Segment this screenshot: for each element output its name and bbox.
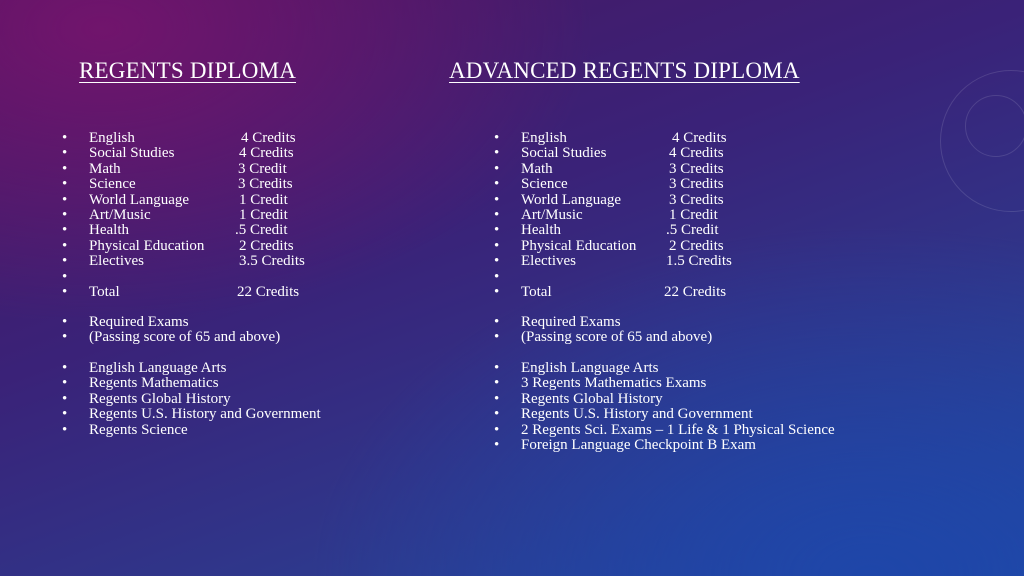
bullet-icon: • — [62, 237, 68, 254]
credits-value: 2 Credits — [239, 237, 294, 254]
bullet-icon: • — [62, 176, 68, 193]
credits-value: 22 Credits — [664, 283, 727, 300]
bullet-icon: • — [62, 375, 68, 392]
subject-label: English — [89, 130, 135, 146]
credits-value: 1 Credit — [669, 206, 718, 223]
regents-credits-list — [62, 131, 362, 300]
bullet-icon: • — [494, 314, 500, 330]
list-item — [494, 361, 894, 376]
bullet-icon: • — [62, 206, 68, 223]
credits-value: 4 Credits — [241, 130, 296, 146]
credit-row — [494, 239, 794, 254]
list-item-label: Required Exams — [521, 314, 621, 330]
bullet-icon: • — [494, 237, 500, 254]
subject-label: Health — [521, 222, 561, 239]
list-item-label: 3 Regents Mathematics Exams — [521, 375, 707, 392]
list-item — [494, 407, 894, 422]
bullet-icon: • — [494, 390, 500, 407]
bullet-icon: • — [494, 329, 500, 346]
list-item — [62, 330, 362, 345]
list-item — [62, 361, 392, 376]
credit-row — [62, 270, 362, 285]
credit-row — [62, 162, 362, 177]
subject-label: Total — [89, 283, 120, 300]
bullet-icon: • — [494, 375, 500, 392]
list-item — [494, 438, 894, 453]
credit-row — [62, 208, 362, 223]
bullet-icon: • — [494, 406, 500, 423]
bullet-icon: • — [494, 222, 500, 239]
credits-value: 3 Credits — [669, 160, 724, 177]
credit-row — [62, 146, 362, 161]
subject-label: Art/Music — [89, 206, 151, 223]
subject-label: Math — [521, 160, 553, 177]
list-item-label: 2 Regents Sci. Exams – 1 Life & 1 Physical Science — [521, 421, 835, 438]
regents-diploma-title: REGENTS DIPLOMA — [79, 58, 297, 83]
credits-value: .5 Credit — [235, 222, 288, 239]
list-item-label: Regents Science — [89, 421, 188, 438]
regents-exams-list — [62, 361, 392, 438]
list-item — [494, 376, 894, 391]
bullet-icon: • — [494, 176, 500, 193]
credits-value: 3 Credits — [669, 191, 724, 208]
decorative-circle-small — [965, 95, 1024, 157]
advanced-exams-list — [494, 361, 894, 453]
list-item — [494, 392, 894, 407]
regents-exams-header-list — [62, 315, 362, 346]
bullet-icon: • — [494, 145, 500, 162]
subject-label: Science — [89, 176, 136, 193]
list-item — [62, 392, 392, 407]
bullet-icon: • — [62, 222, 68, 239]
credit-row — [494, 177, 794, 192]
list-item-label: Required Exams — [89, 314, 189, 330]
credit-row — [62, 193, 362, 208]
bullet-icon: • — [494, 253, 500, 270]
credits-value: .5 Credit — [666, 222, 719, 239]
advanced-credits-list — [494, 131, 794, 300]
list-item — [494, 330, 794, 345]
subject-label: Electives — [89, 253, 144, 270]
subject-label: World Language — [521, 191, 622, 208]
credits-value: 22 Credits — [237, 283, 300, 300]
bullet-icon: • — [494, 206, 500, 223]
subject-label: Art/Music — [521, 206, 583, 223]
credits-value: 4 Credits — [672, 130, 727, 146]
credit-row — [62, 223, 362, 238]
subject-label: Social Studies — [89, 145, 175, 162]
credit-row — [62, 254, 362, 269]
bullet-icon: • — [62, 406, 68, 423]
bullet-icon: • — [494, 268, 500, 285]
list-item — [62, 376, 392, 391]
credit-row — [494, 254, 794, 269]
bullet-icon: • — [62, 268, 68, 285]
bullet-icon: • — [62, 329, 68, 346]
advanced-regents-diploma-title: ADVANCED REGENTS DIPLOMA — [449, 58, 800, 83]
subject-label: Science — [521, 176, 568, 193]
credits-value: 3 Credits — [669, 176, 724, 193]
list-item-label: Foreign Language Checkpoint B Exam — [521, 436, 756, 453]
bullet-icon: • — [62, 390, 68, 407]
subject-label: World Language — [89, 191, 190, 208]
credits-value: 2 Credits — [669, 237, 724, 254]
credits-value: 3 Credit — [238, 160, 287, 177]
credit-row — [494, 285, 794, 300]
credit-row — [494, 131, 794, 146]
advanced-exams-header-list — [494, 315, 794, 346]
credits-value: 4 Credits — [239, 145, 294, 162]
list-item-label: Regents Mathematics — [89, 375, 219, 392]
list-item-label: (Passing score of 65 and above) — [89, 329, 281, 346]
list-item — [62, 315, 362, 330]
credit-row — [494, 270, 794, 285]
credits-value: 1 Credit — [239, 206, 288, 223]
subject-label: Health — [89, 222, 129, 239]
bullet-icon: • — [62, 421, 68, 438]
credits-value: 1 Credit — [239, 191, 288, 208]
bullet-icon: • — [62, 130, 68, 146]
credit-row — [494, 146, 794, 161]
bullet-icon: • — [62, 360, 68, 376]
subject-label: Physical Education — [521, 237, 637, 254]
credit-row — [494, 162, 794, 177]
list-item — [62, 407, 392, 422]
subject-label: Social Studies — [521, 145, 607, 162]
bullet-icon: • — [494, 360, 500, 376]
credits-value: 1.5 Credits — [666, 253, 732, 270]
bullet-icon: • — [62, 314, 68, 330]
credit-row — [494, 223, 794, 238]
list-item — [62, 423, 392, 438]
credits-value: 3.5 Credits — [239, 253, 305, 270]
list-item-label: Regents U.S. History and Government — [521, 406, 753, 423]
list-item-label: Regents U.S. History and Government — [89, 406, 321, 423]
subject-label: Total — [521, 283, 552, 300]
bullet-icon: • — [494, 191, 500, 208]
credits-value: 4 Credits — [669, 145, 724, 162]
bullet-icon: • — [494, 421, 500, 438]
list-item-label: English Language Arts — [89, 360, 227, 376]
bullet-icon: • — [494, 283, 500, 300]
credit-row — [494, 193, 794, 208]
subject-label: English — [521, 130, 567, 146]
credits-value: 3 Credits — [238, 176, 293, 193]
bullet-icon: • — [62, 160, 68, 177]
bullet-icon: • — [62, 283, 68, 300]
list-item-label: Regents Global History — [521, 390, 663, 407]
list-item — [494, 315, 794, 330]
subject-label: Electives — [521, 253, 576, 270]
bullet-icon: • — [62, 145, 68, 162]
bullet-icon: • — [62, 191, 68, 208]
subject-label: Math — [89, 160, 121, 177]
bullet-icon: • — [494, 436, 500, 453]
bullet-icon: • — [494, 160, 500, 177]
list-item — [494, 423, 894, 438]
list-item-label: English Language Arts — [521, 360, 659, 376]
subject-label: Physical Education — [89, 237, 205, 254]
bullet-icon: • — [62, 253, 68, 270]
bullet-icon: • — [494, 130, 500, 146]
list-item-label: (Passing score of 65 and above) — [521, 329, 713, 346]
credit-row — [62, 239, 362, 254]
credit-row — [62, 285, 362, 300]
list-item-label: Regents Global History — [89, 390, 231, 407]
credit-row — [62, 177, 362, 192]
credit-row — [494, 208, 794, 223]
credit-row — [62, 131, 362, 146]
